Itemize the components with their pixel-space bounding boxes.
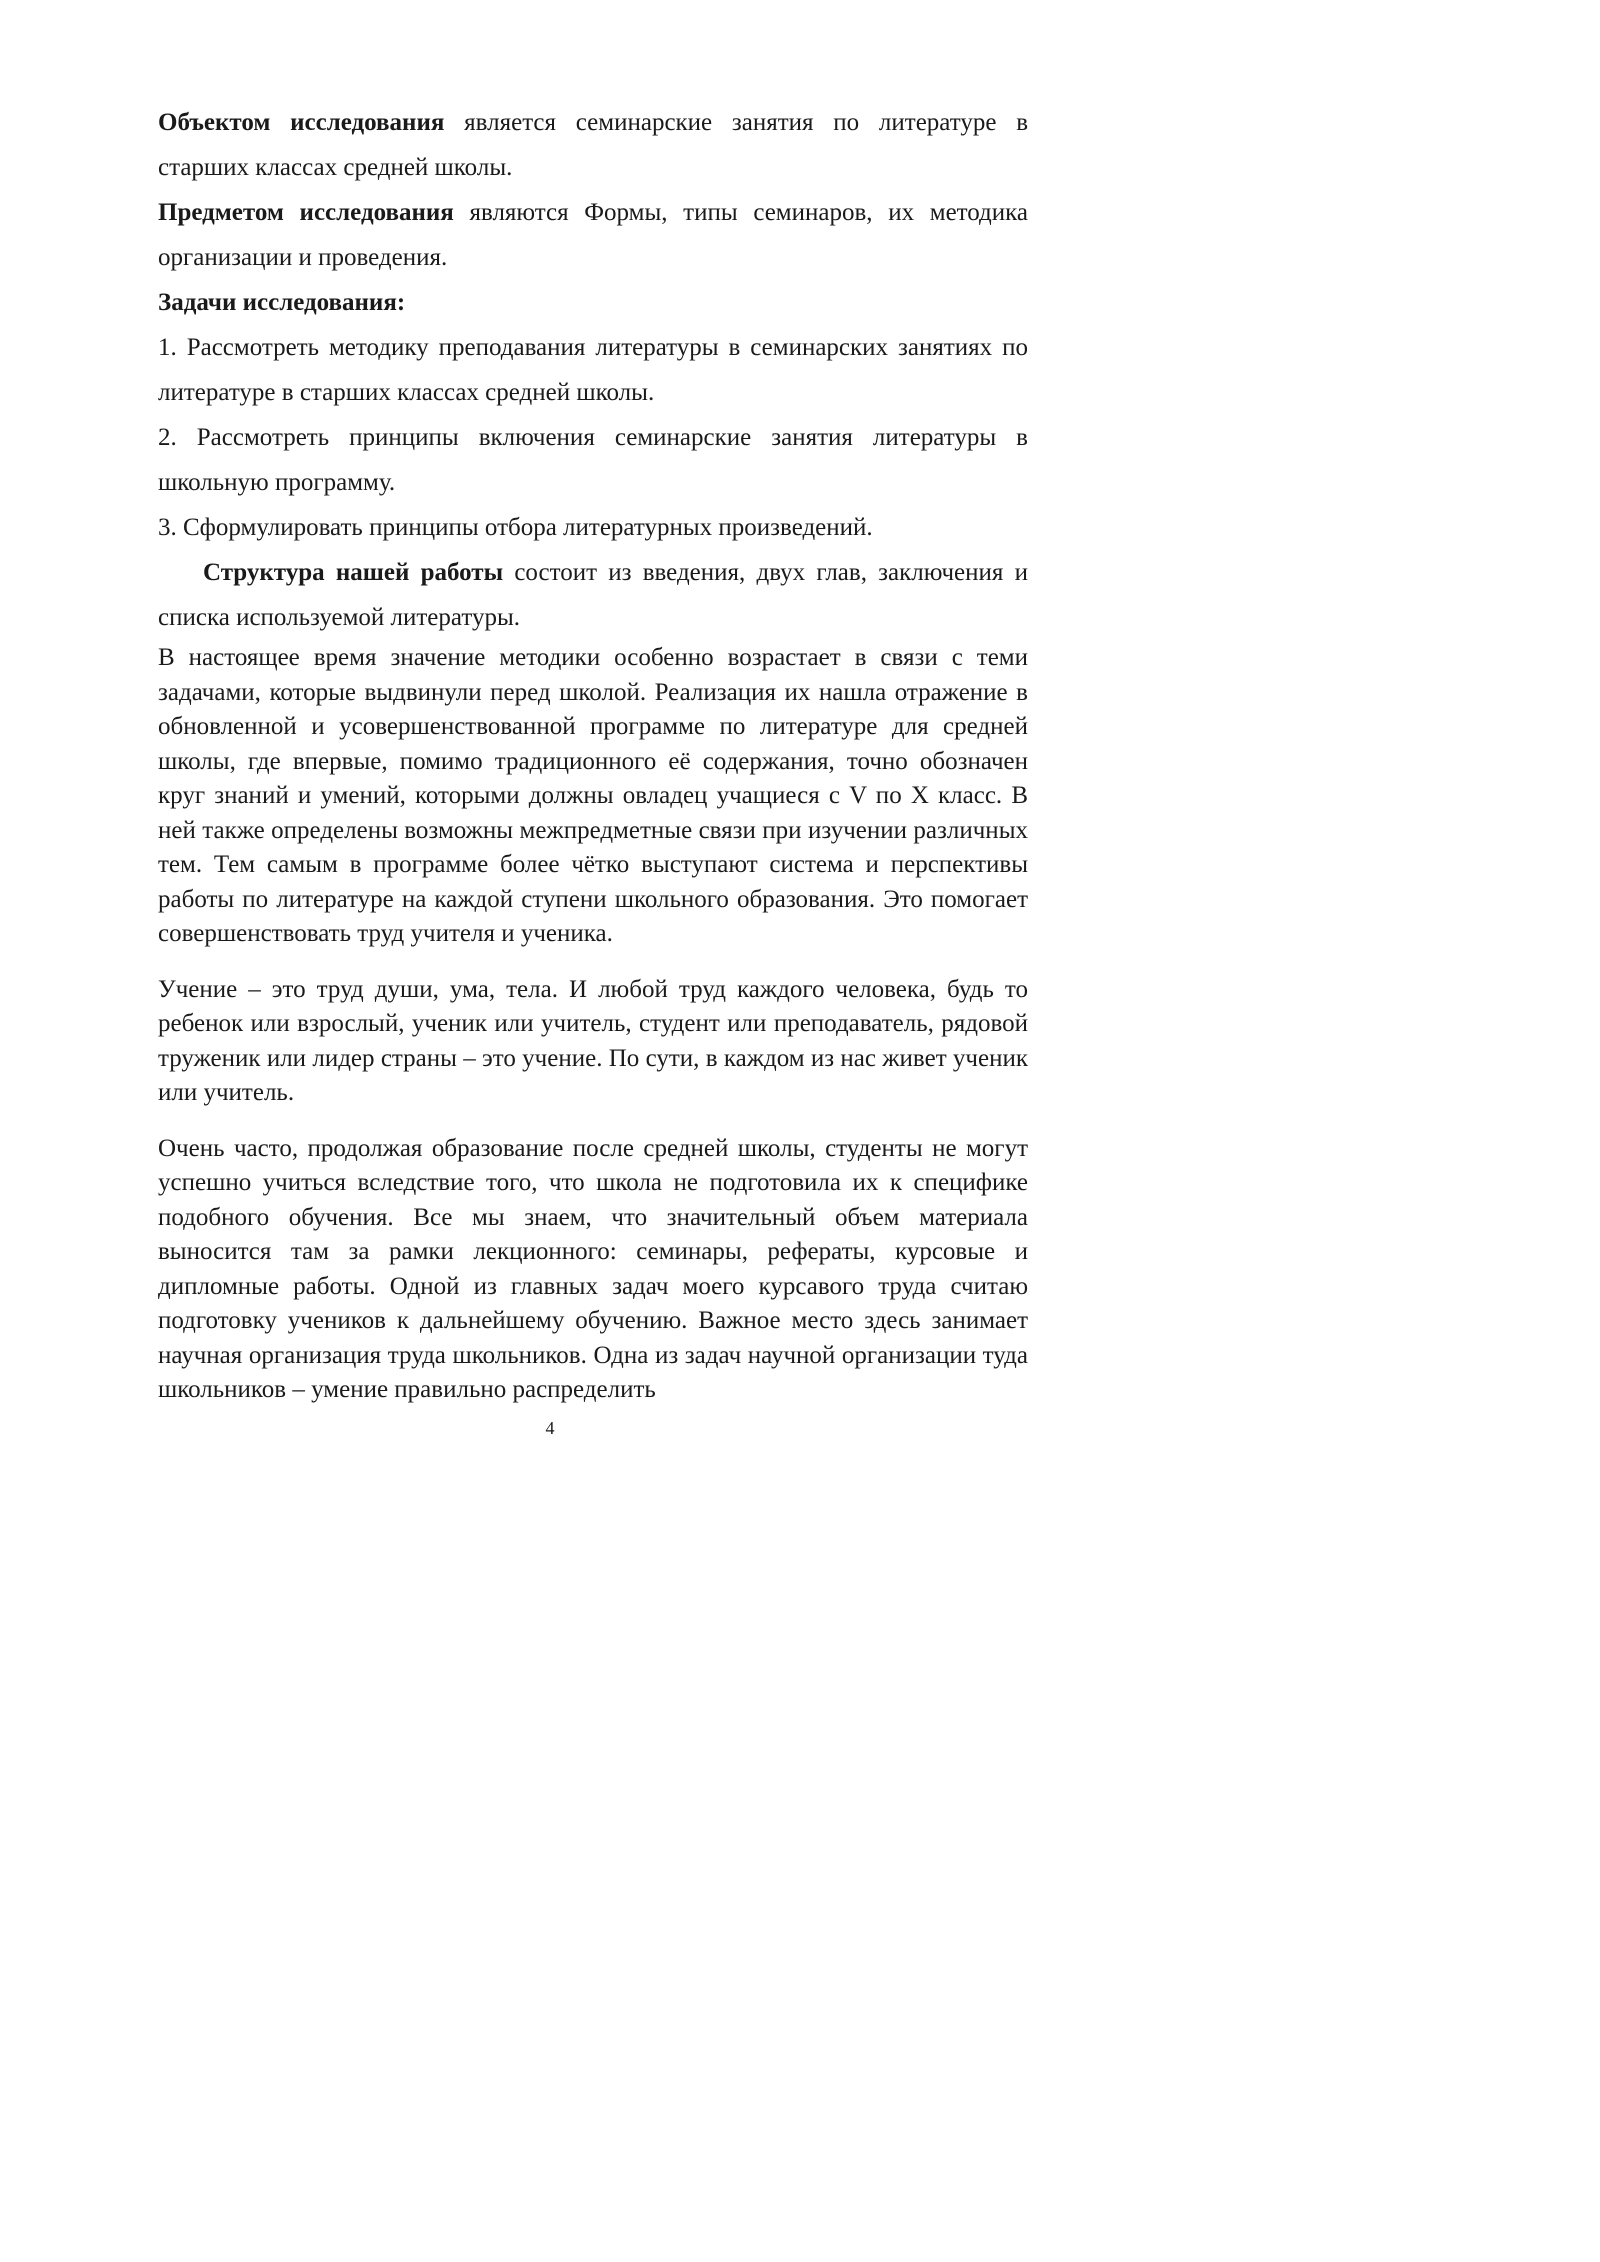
research-tasks-heading — [158, 280, 1028, 325]
work-structure-text: состоит из введения, двух глав, заключения и списка используемой литературы. — [158, 559, 1028, 631]
research-tasks-heading-text: Задачи исследования: — [158, 289, 406, 316]
research-subject-text: являются Формы, типы семинаров, их методика организации и проведения. — [158, 199, 1029, 271]
work-structure-paragraph — [158, 550, 1028, 640]
document-page — [0, 0, 1100, 1555]
research-task-item: 1. Рассмотреть методику преподавания литературы в семинарских занятиях по литературе в старших классах средней школы. — [158, 334, 1028, 406]
research-subject-label: Предметом исследования — [158, 199, 454, 226]
body-paragraph-methodology: В настоящее время значение методики особенно возрастает в связи с теми задачами, которые выдвинули перед школой. Реализация их нашла отражение в обновленной и усовершенствованной программе по литературе для средней школы, где впервые, помимо традиционного её содержания, точно обозначен круг знаний и умений, которыми должны овладец учащиеся с V по X класс. В ней также определены возможны межпредметные связи при изучении различных тем. Тем самым в программе более чётко выступают система и перспективы работы по литературе на каждой ступени школьного образования. Это помогает совершенствовать труд учителя и ученика. — [158, 644, 1028, 947]
research-subject-paragraph — [158, 190, 1028, 280]
work-structure-label: Структура нашей работы — [203, 559, 504, 586]
body-paragraph-learning: Учение – это труд души, ума, тела. И любой труд каждого человека, будь то ребенок или взрослый, ученик или учитель, студент или преподаватель, рядовой труженик или лидер страны – это учение. По сути, в каждом из нас живет ученик или учитель. — [158, 975, 1028, 1106]
research-task-item: 2. Рассмотреть принципы включения семинарские занятия литературы в школьную программу. — [158, 424, 1028, 496]
body-paragraph-higher-education: Очень часто, продолжая образование после средней школы, студенты не могут успешно учиться вследствие того, что школа не подготовила их к специфике подобного обучения. Все мы знаем, что значительный объем материала выносится там за рамки лекционного: семинары, рефераты, курсовые и дипломные работы. Одной из главных задач моего курсавого труда считаю подготовку учеников к дальнейшему обучению. Важное место здесь занимает научная организация труда школьников. Одна из задач научной организации туда школьников – умение правильно распределить — [158, 1134, 1028, 1403]
research-object-text: является семинарские занятия по литературе в старших классах средней школы. — [158, 109, 1028, 181]
research-object-label: Объектом исследования — [158, 109, 445, 136]
research-task-item: 3. Сформулировать принципы отбора литературных произведений. — [158, 514, 873, 541]
page-number: 4 — [545, 1418, 555, 1438]
research-object-paragraph — [158, 100, 1028, 190]
page-content — [158, 100, 1028, 1408]
